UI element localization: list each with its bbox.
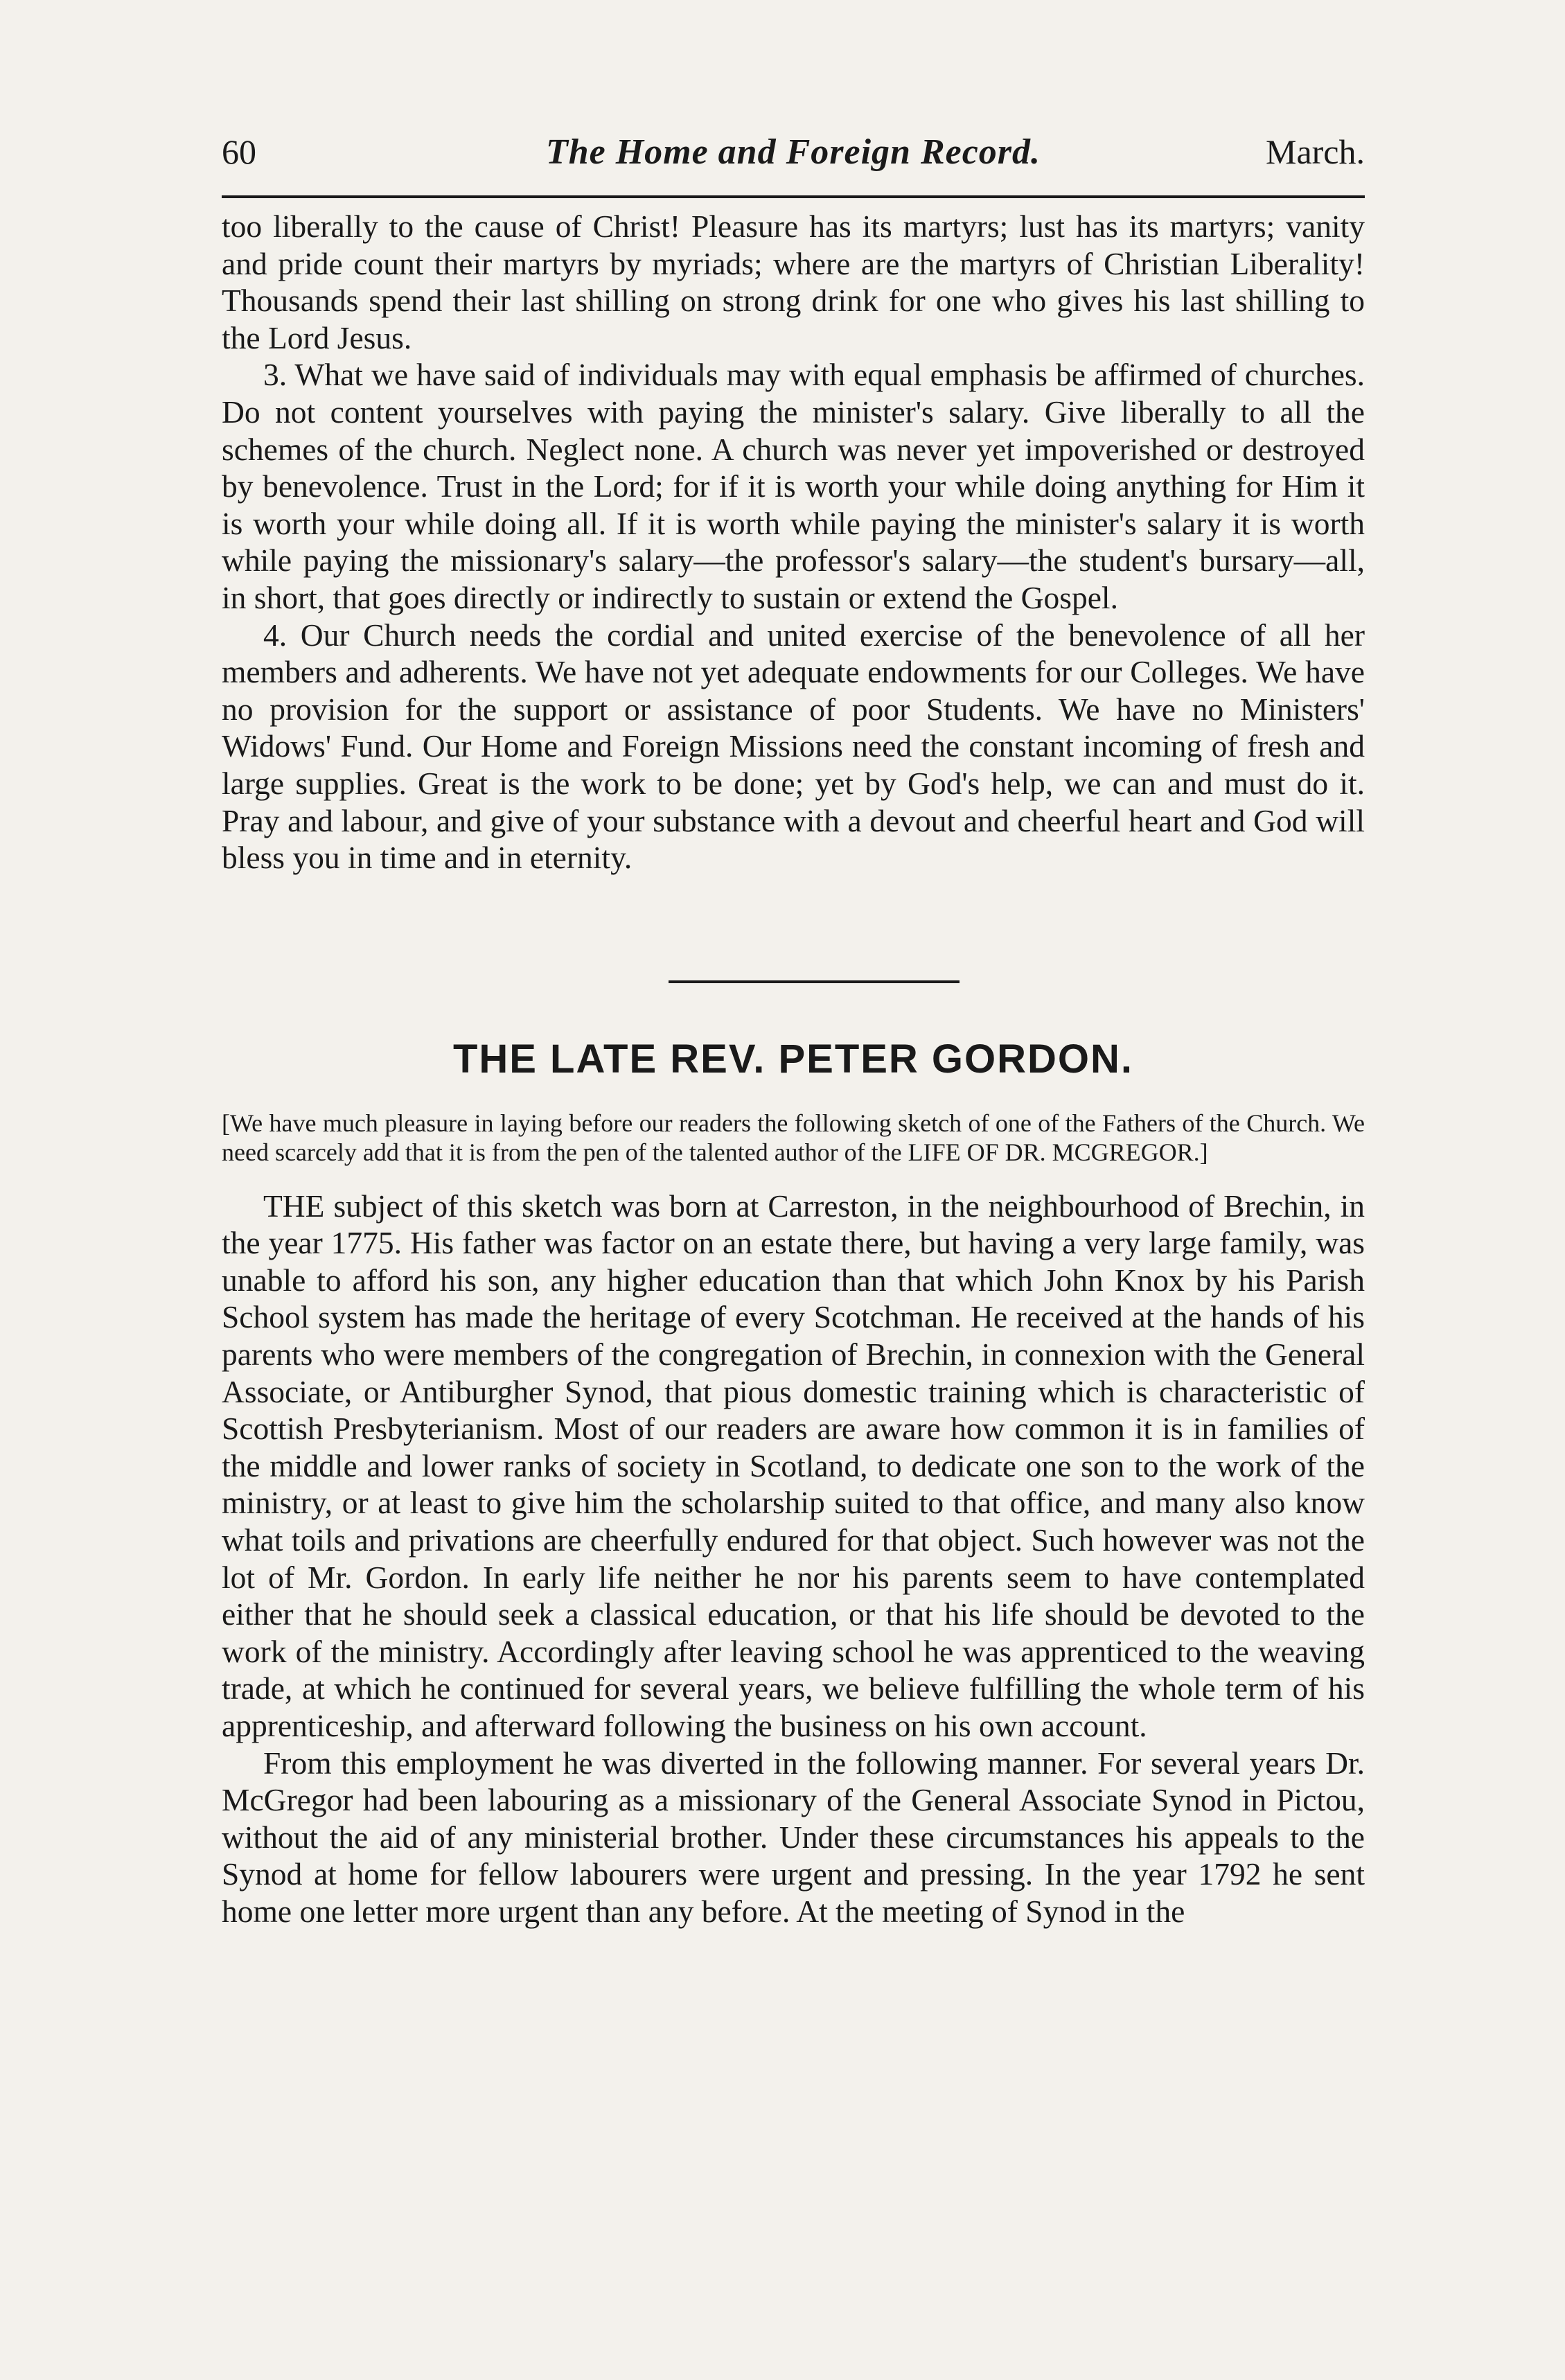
paragraph-point-4: 4. Our Church needs the cordial and united exercise of the benevolence of all her members and adherents. We have not yet adequate endowments for our Colleges. We have no provision for the support or assistance of poor Students. We have no Ministers' Widows' Fund. Our Home and Foreign Missions need the constant incoming of fresh and large supplies. Great is the work to be done; yet by God's help, we can and must do it. Pray and labour, and give of your substance with a devout and cheerful heart and God will bless you in time and in eternity. (222, 617, 1365, 876)
page-number: 60 (222, 132, 256, 171)
paragraph-point-3: 3. What we have said of individuals may with equal emphasis be affirmed of churches. Do not content yourselves with paying the minister's salary. Give liberally to all the schemes of the church. Neglect none. A church was never yet impoverished or destroyed by benevolence. Trust in the Lord; for if it is worth your while doing anything for Him it is worth your while doing all. If it is worth while paying the minister's salary it is worth while paying the missionary's salary—the professor's salary—the student's bursary—all, in short, that goes directly or indirectly to sustain or extend the Gospel. (222, 357, 1365, 615)
running-title: The Home and Foreign Record. (545, 132, 1041, 172)
article-paragraph-2: From this employment he was diverted in the following manner. For several years Dr. McGregor had been labouring as a missionary of the General Associate Synod in Pictou, without the aid of any ministerial brother. Under these circumstances his appeals to the Synod at home for fellow labourers were urgent and pressing. In the year 1792 he sent home one letter more urgent than any before. At the meeting of Synod in the (222, 1745, 1365, 1929)
section-separator (222, 876, 1365, 1015)
article-heading: THE LATE REV. PETER GORDON. (452, 1036, 1134, 1082)
header-rule (222, 195, 1365, 198)
page-body (222, 208, 1365, 1930)
editorial-note: [We have much pleasure in laying before our readers the following sketch of one of the Fathers of the Church. We need scarcely add that it is from the pen of the talented author of the LIFE OF DR. MCGREGOR.] (222, 1109, 1365, 1166)
separator-rule (669, 980, 960, 983)
running-header (222, 132, 1365, 187)
article-paragraph-1: THE subject of this sketch was born at Carreston, in the neighbourhood of Brechin, in the year 1775. His father was factor on an estate there, but having a very large family, was unable to afford his son, any higher education than that which John Knox by his Parish School system has made the heritage of every Scotchman. He received at the hands of his parents who were members of the congregation of Brechin, in connexion with the General Associate, or Antiburgher Synod, that pious domestic training which is characteristic of Scottish Presbyterianism. Most of our readers are aware how common it is in families of the middle and lower ranks of society in Scotland, to dedicate one son to the work of the ministry, or at least to give him the scholarship suited to that office, and many also know what toils and privations are cheerfully endured for that object. Such however was not the lot of Mr. Gordon. In early life neither he nor his parents seem to have contemplated either that he should seek a classical education, or that his life should be devoted to the work of the ministry. Accordingly after leaving school he was apprenticed to the weaving trade, at which he continued for several years, we believe fulfilling the whole term of his apprenticeship, and afterward following the business on his own account. (222, 1188, 1365, 1743)
paragraph-continued: too liberally to the cause of Christ! Pleasure has its martyrs; lust has its martyrs; vanity and pride count their martyrs by myriads; where are the martyrs of Christian Liberality! Thousands spend their last shilling on strong drink for one who gives his last shilling to the Lord Jesus. (222, 209, 1365, 355)
page (201, 0, 1365, 2380)
issue-month: March. (1266, 132, 1365, 171)
